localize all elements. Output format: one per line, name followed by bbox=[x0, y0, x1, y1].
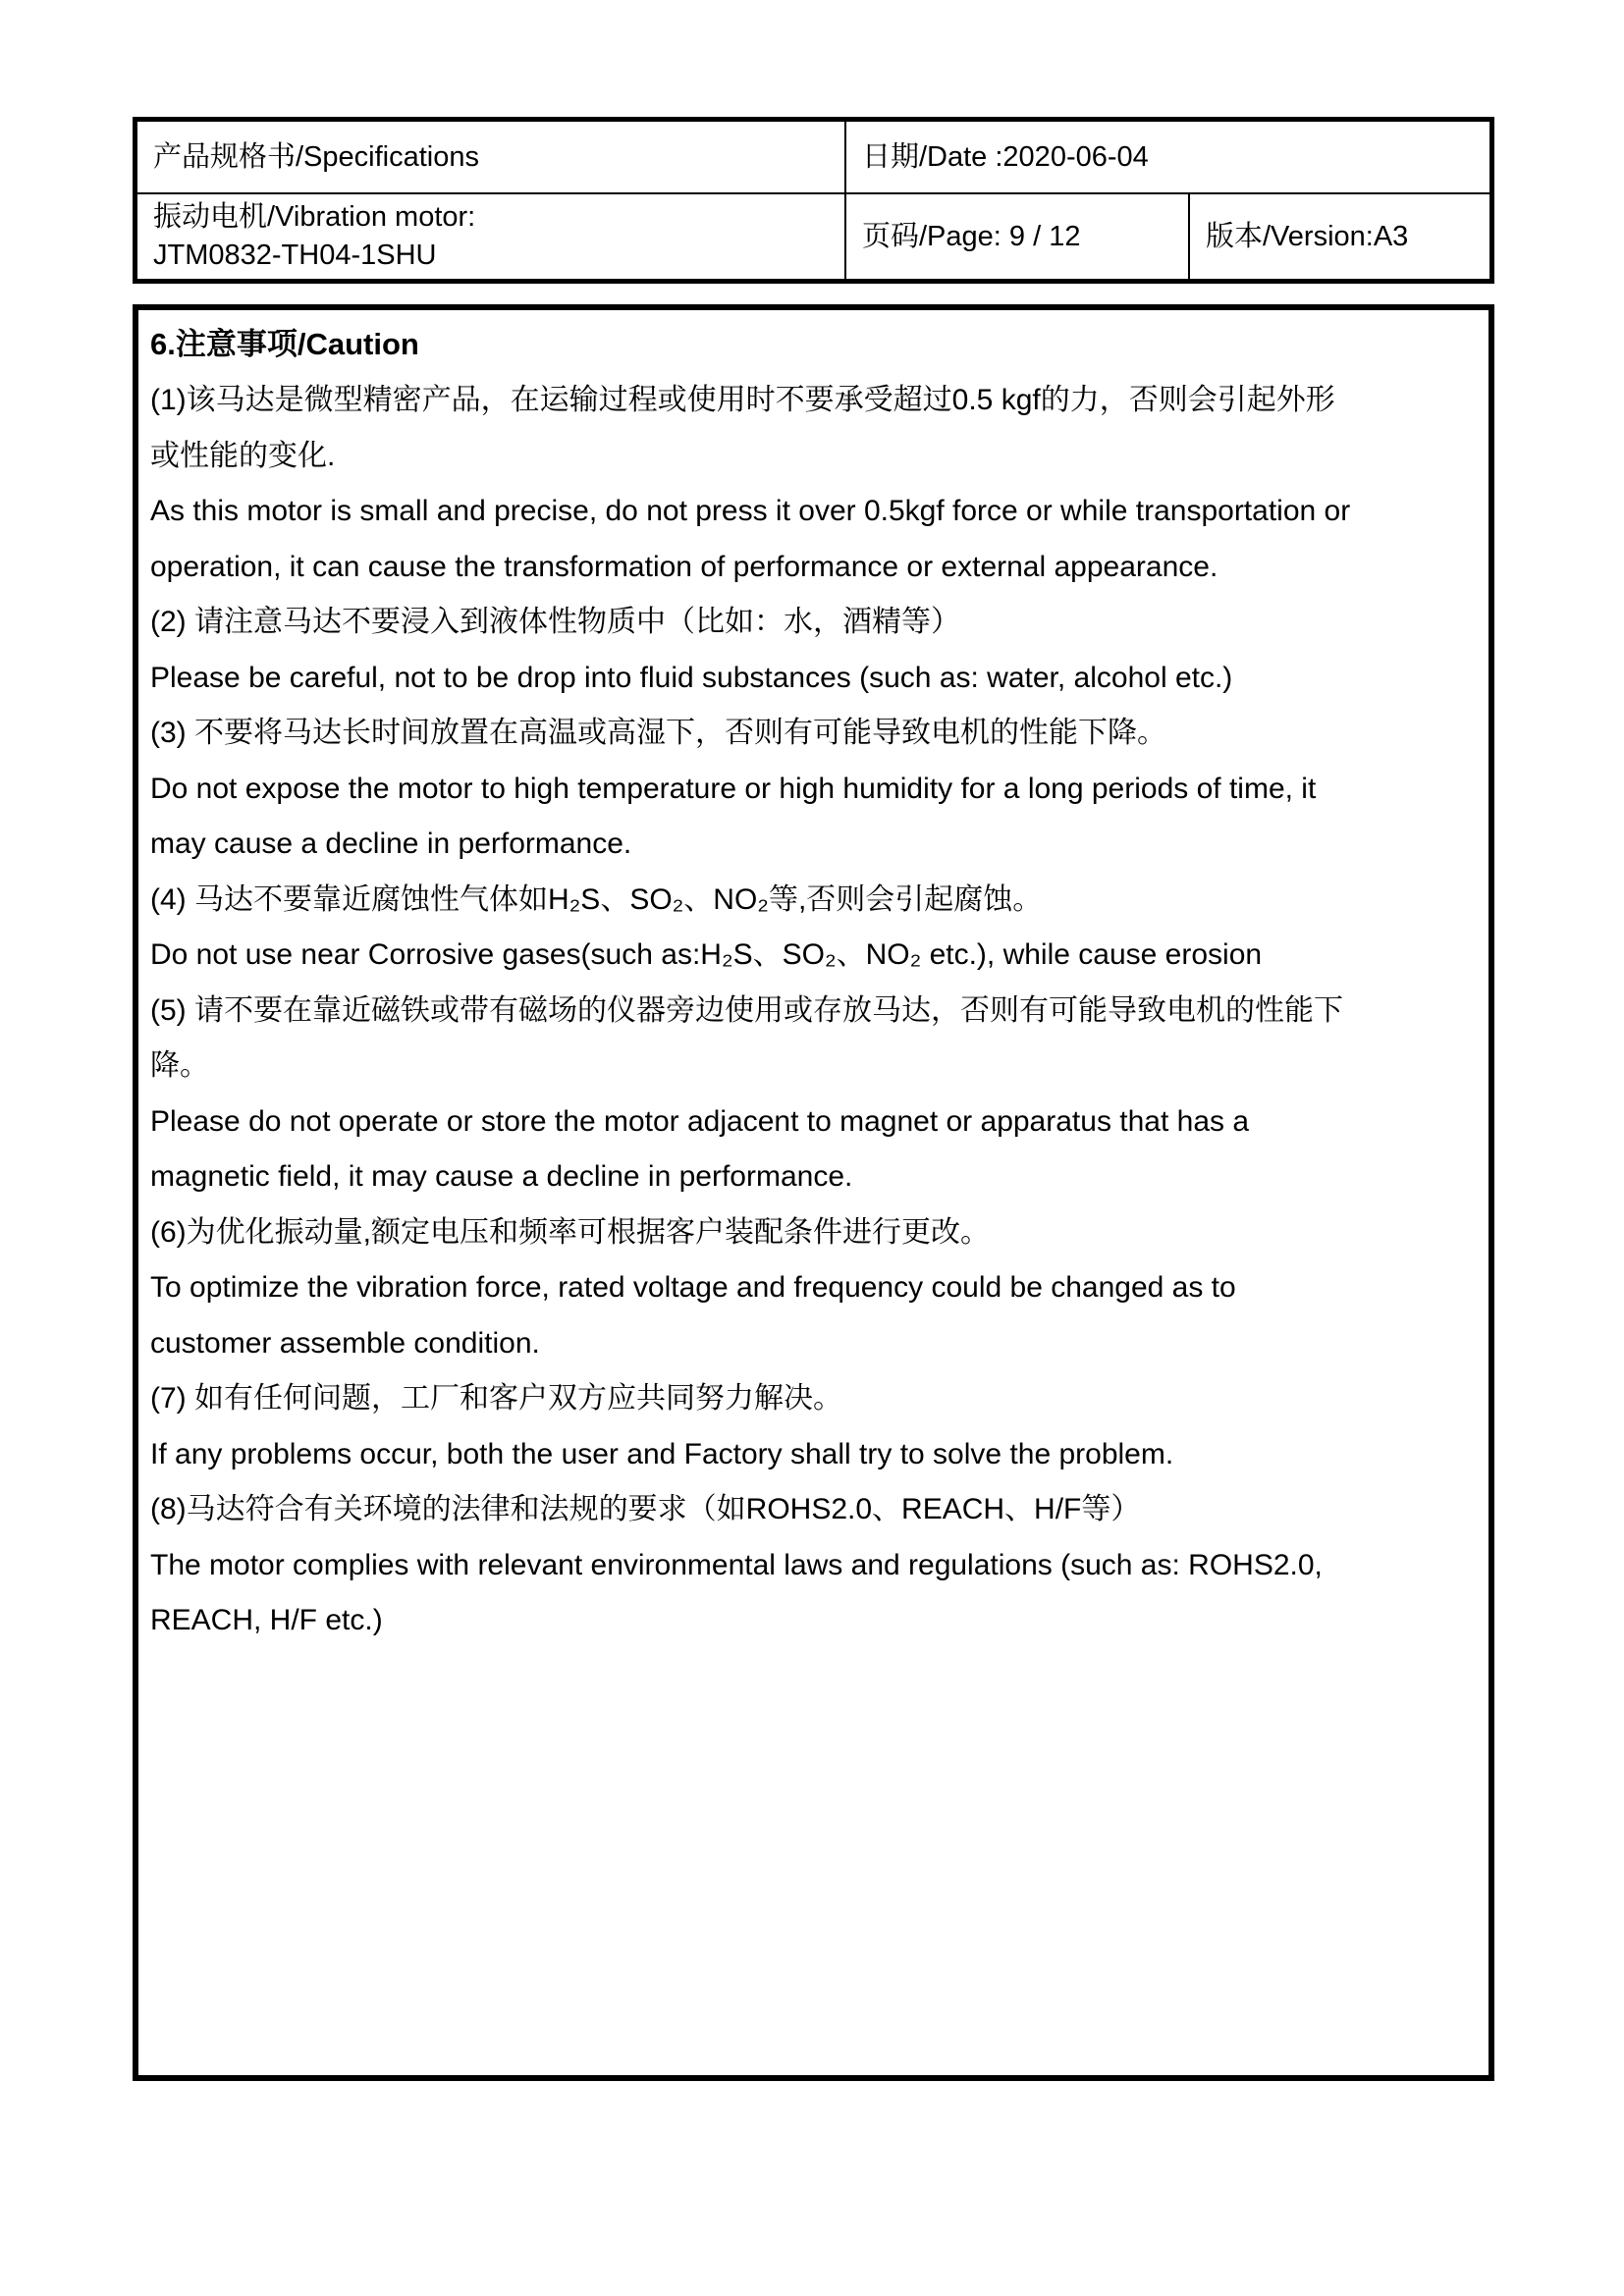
product-cell bbox=[137, 194, 846, 279]
caution-line: (5) 请不要在靠近磁铁或带有磁场的仪器旁边使用或存放马达，否则有可能导致电机的性能下 bbox=[150, 993, 1343, 1027]
caution-line: Please do not operate or store the motor adjacent to magnet or apparatus that has a bbox=[150, 1104, 1250, 1138]
caution-line: customer assemble condition. bbox=[150, 1326, 540, 1360]
caution-line: 降。 bbox=[150, 1049, 209, 1082]
caution-line: (3) 不要将马达长时间放置在高温或高湿下，否则有可能导致电机的性能下降。 bbox=[150, 717, 1166, 749]
caution-line: The motor complies with relevant environmental laws and regulations (such as: ROHS2.0, bbox=[150, 1548, 1323, 1581]
caution-section-title: 6.注意事项/Caution bbox=[150, 327, 419, 361]
product-name-line1: 振动电机/Vibration motor: bbox=[153, 201, 476, 233]
caution-line: As this motor is small and precise, do not press it over 0.5kgf force or while transportation or bbox=[150, 495, 1351, 527]
page-number-cell: 页码/Page: 9 / 12 bbox=[846, 194, 1190, 279]
caution-line: (2) 请注意马达不要浸入到液体性物质中（比如：水，酒精等） bbox=[150, 606, 960, 638]
caution-line: (6)为优化振动量,额定电压和频率可根据客户装配条件进行更改。 bbox=[150, 1215, 990, 1249]
caution-line: (7) 如有任何问题，工厂和客户双方应共同努力解决。 bbox=[150, 1382, 842, 1415]
product-model-line2: JTM0832-TH04-1SHU bbox=[153, 240, 437, 271]
caution-line: Do not expose the motor to high temperature or high humidity for a long periods of time, it bbox=[150, 772, 1317, 805]
caution-section bbox=[133, 304, 1494, 2081]
caution-line: (4) 马达不要靠近腐蚀性气体如H₂S、SO₂、NO₂等,否则会引起腐蚀。 bbox=[150, 882, 1043, 916]
caution-body bbox=[150, 373, 1477, 1649]
caution-line: (8)马达符合有关环境的法律和法规的要求（如ROHS2.0、REACH、H/F等） bbox=[150, 1493, 1141, 1525]
date-cell: 日期/Date :2020-06-04 bbox=[846, 122, 1489, 194]
caution-line: may cause a decline in performance. bbox=[150, 828, 632, 860]
caution-line: operation, it can cause the transformation of performance or external appearance. bbox=[150, 550, 1218, 583]
version-cell: 版本/Version:A3 bbox=[1206, 221, 1409, 252]
caution-line: (1)该马达是微型精密产品，在运输过程或使用时不要承受超过0.5 kgf的力，否则会引起外形 bbox=[150, 384, 1335, 416]
caution-line: Please be careful, not to be drop into fluid substances (such as: water, alcohol etc.) bbox=[150, 661, 1233, 694]
caution-line: 或性能的变化. bbox=[150, 439, 336, 472]
caution-line: REACH, H/F etc.) bbox=[150, 1604, 383, 1636]
caution-line: To optimize the vibration force, rated voltage and frequency could be changed as to bbox=[150, 1271, 1236, 1304]
caution-line: magnetic field, it may cause a decline in performance. bbox=[150, 1160, 853, 1193]
caution-line: If any problems occur, both the user and Factory shall try to solve the problem. bbox=[150, 1437, 1174, 1470]
header-table bbox=[133, 117, 1494, 284]
spec-title-cell: 产品规格书/Specifications bbox=[137, 122, 846, 194]
caution-line: Do not use near Corrosive gases(such as:H₂S、SO₂、NO₂ etc.), while cause erosion bbox=[150, 938, 1263, 971]
